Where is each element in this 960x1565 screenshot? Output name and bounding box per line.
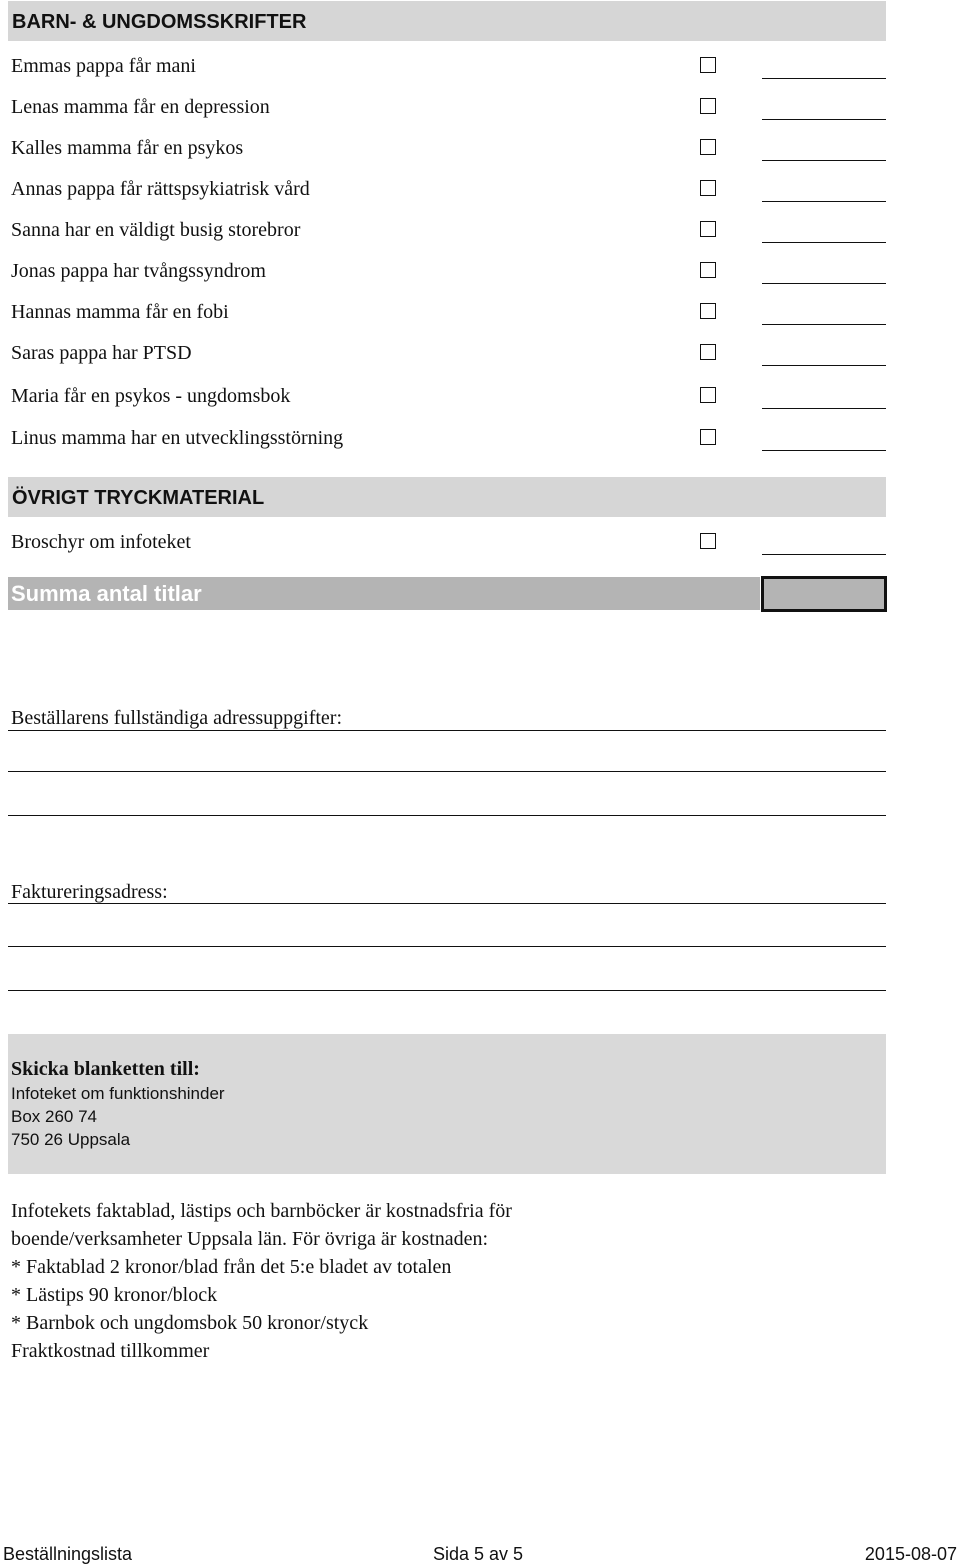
item-label: Maria får en psykos - ungdomsbok	[11, 385, 291, 407]
list-item	[0, 128, 960, 168]
order-checkbox[interactable]	[700, 98, 716, 114]
billing-address-label: Faktureringsadress:	[11, 881, 168, 903]
orderer-address-line[interactable]	[8, 771, 886, 772]
info-line: * Barnbok och ungdomsbok 50 kronor/styck	[11, 1312, 369, 1334]
item-label: Annas pappa får rättspsykiatrisk vård	[11, 178, 310, 200]
order-checkbox[interactable]	[700, 139, 716, 155]
quantity-field[interactable]	[762, 242, 886, 243]
item-label: Hannas mamma får en fobi	[11, 301, 229, 323]
footer-date: 2015-08-07	[864, 1544, 957, 1564]
quantity-field[interactable]	[762, 78, 886, 79]
list-item	[0, 292, 960, 332]
orderer-address-line[interactable]	[8, 730, 886, 731]
list-item	[0, 376, 960, 416]
item-label: Kalles mamma får en psykos	[11, 137, 244, 159]
info-line: Fraktkostnad tillkommer	[11, 1340, 210, 1362]
orderer-address-label: Beställarens fullständiga adressuppgifter:	[11, 707, 343, 729]
list-item	[0, 251, 960, 291]
quantity-field[interactable]	[762, 160, 886, 161]
item-label: Linus mamma har en utvecklingsstörning	[11, 427, 344, 449]
info-line: boende/verksamheter Uppsala län. För övriga är kostnaden:	[11, 1228, 489, 1250]
pricing-info	[11, 1197, 911, 1365]
order-checkbox[interactable]	[700, 262, 716, 278]
info-line: * Lästips 90 kronor/block	[11, 1284, 218, 1306]
billing-address-line[interactable]	[8, 946, 886, 947]
item-label: Broschyr om infoteket	[11, 531, 191, 553]
info-line: * Faktablad 2 kronor/blad från det 5:e bladet av totalen	[11, 1256, 452, 1278]
order-checkbox[interactable]	[700, 429, 716, 445]
list-item	[0, 333, 960, 373]
item-label: Emmas pappa får mani	[11, 55, 196, 77]
order-checkbox[interactable]	[700, 303, 716, 319]
list-item	[0, 418, 960, 458]
orderer-address-line[interactable]	[8, 815, 886, 816]
order-checkbox[interactable]	[700, 387, 716, 403]
send-to-line: 750 26 Uppsala	[11, 1130, 131, 1149]
footer-page-number: Sida 5 av 5	[433, 1544, 524, 1564]
item-label: Saras pappa har PTSD	[11, 342, 192, 364]
summa-total-field[interactable]	[761, 576, 887, 612]
quantity-field[interactable]	[762, 554, 886, 555]
section-header-barn: BARN- & UNGDOMSSKRIFTER	[8, 1, 886, 41]
item-label: Sanna har en väldigt busig storebror	[11, 219, 301, 241]
billing-address-line[interactable]	[8, 903, 886, 904]
send-to-box	[8, 1034, 886, 1174]
list-item	[0, 46, 960, 86]
order-checkbox[interactable]	[700, 180, 716, 196]
send-to-line: Infoteket om funktionshinder	[11, 1084, 225, 1103]
list-item	[0, 87, 960, 127]
list-item	[0, 169, 960, 209]
quantity-field[interactable]	[762, 201, 886, 202]
send-to-title: Skicka blanketten till:	[11, 1058, 200, 1080]
order-checkbox[interactable]	[700, 221, 716, 237]
list-item	[0, 522, 960, 562]
quantity-field[interactable]	[762, 283, 886, 284]
section-header-ovrigt: ÖVRIGT TRYCKMATERIAL	[8, 477, 886, 517]
quantity-field[interactable]	[762, 450, 886, 451]
summa-label: Summa antal titlar	[8, 577, 760, 610]
info-line: Infotekets faktablad, lästips och barnböcker är kostnadsfria för	[11, 1200, 512, 1222]
quantity-field[interactable]	[762, 119, 886, 120]
quantity-field[interactable]	[762, 324, 886, 325]
quantity-field[interactable]	[762, 408, 886, 409]
footer-doc-title: Beställningslista	[3, 1544, 133, 1564]
item-label: Jonas pappa har tvångssyndrom	[11, 260, 266, 282]
order-checkbox[interactable]	[700, 57, 716, 73]
order-checkbox[interactable]	[700, 533, 716, 549]
order-checkbox[interactable]	[700, 344, 716, 360]
list-item	[0, 210, 960, 250]
send-to-line: Box 260 74	[11, 1107, 98, 1126]
billing-address-line[interactable]	[8, 990, 886, 991]
item-label: Lenas mamma får en depression	[11, 96, 270, 118]
quantity-field[interactable]	[762, 365, 886, 366]
